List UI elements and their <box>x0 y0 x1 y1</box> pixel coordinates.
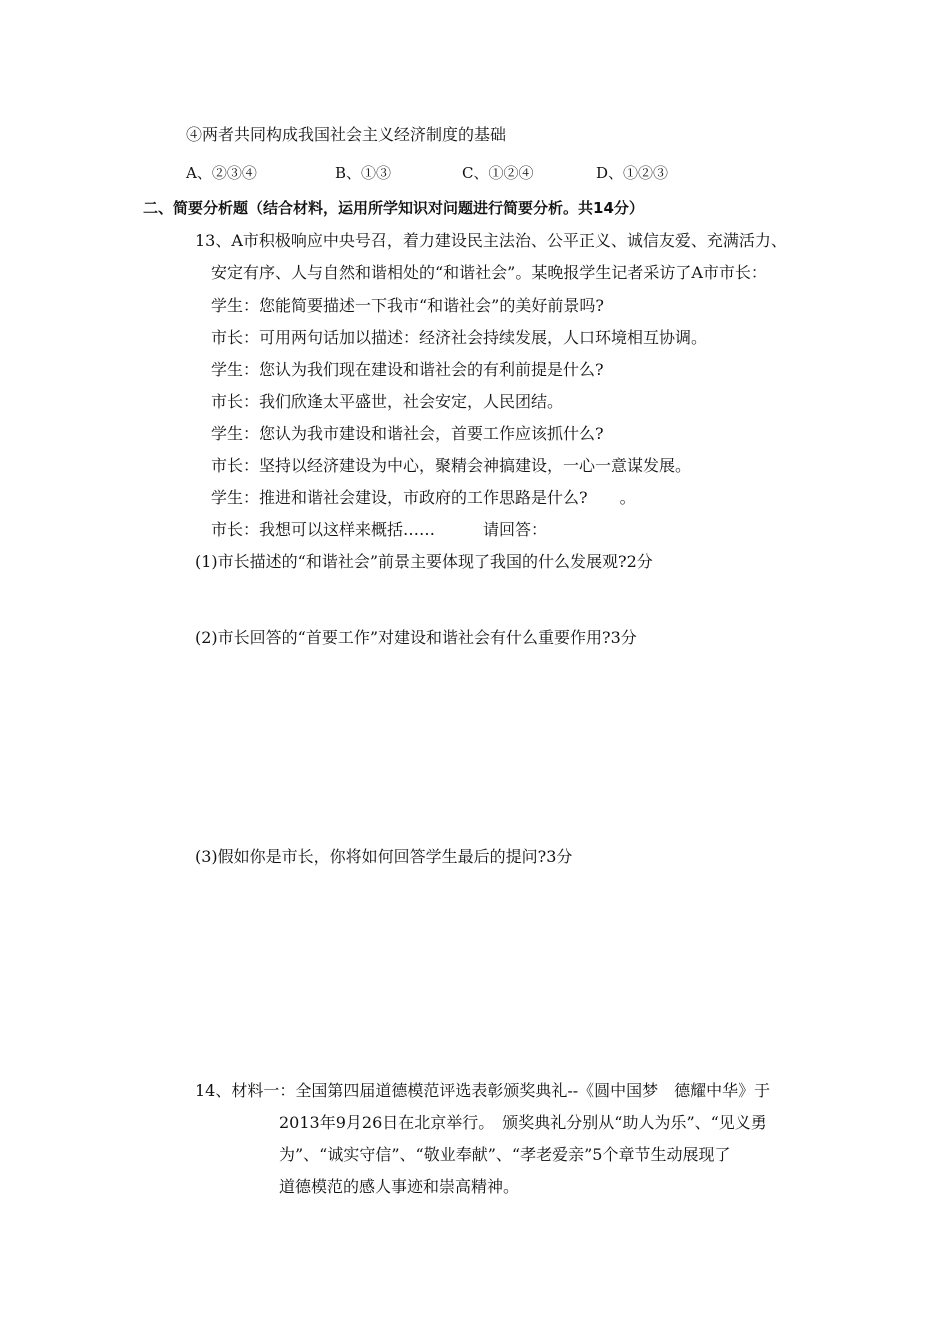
dialogue-line: 市长：我们欣逢太平盛世，社会安定，人民团结。 <box>211 392 564 411</box>
q12-option-b: B、①③ <box>335 164 392 182</box>
dialogue-line: 学生：推进和谐社会建设，市政府的工作思路是什么? 。 <box>211 488 636 507</box>
dialogue-line: 学生：您能简要描述一下我市“和谐社会”的美好前景吗? <box>211 296 604 315</box>
q12-option-c: C、①②④ <box>462 164 534 182</box>
q13-subquestion-2: (2)市长回答的“首要工作”对建设和谐社会有什么重要作用?3分 <box>195 628 637 647</box>
q12-option-a: A、②③④ <box>186 164 257 182</box>
q13-intro-line1: 13、A市积极响应中央号召，着力建设民主法治、公平正义、诚信友爱、充满活力、 <box>195 231 787 250</box>
dialogue-line: 学生：您认为我市建设和谐社会，首要工作应该抓什么? <box>211 424 604 443</box>
dialogue-line: 市长：坚持以经济建设为中心，聚精会神搞建设，一心一意谋发展。 <box>211 456 692 475</box>
q12-option-d: D、①②③ <box>596 164 669 182</box>
q13-intro-line2: 安定有序、人与自然和谐相处的“和谐社会”。某晚报学生记者采访了A市市长： <box>211 263 767 282</box>
q14-line3: 为”、“诚实守信”、“敬业奉献”、“孝老爱亲”5个章节生动展现了 <box>279 1145 731 1164</box>
dialogue-line: 市长：我想可以这样来概括…… 请回答： <box>211 520 548 539</box>
dialogue-line: 市长：可用两句话加以描述：经济社会持续发展，人口环境相互协调。 <box>211 328 708 347</box>
dialogue-line: 学生：您认为我们现在建设和谐社会的有利前提是什么? <box>211 360 604 379</box>
q14-line2: 2013年9月26日在北京举行。 颁奖典礼分别从“助人为乐”、“见义勇 <box>279 1113 767 1132</box>
q13-subquestion-1: (1)市长描述的“和谐社会”前景主要体现了我国的什么发展观?2分 <box>195 552 653 571</box>
q13-subquestion-3: (3)假如你是市长，你将如何回答学生最后的提问?3分 <box>195 847 573 866</box>
q12-item4: ④两者共同构成我国社会主义经济制度的基础 <box>186 125 507 144</box>
section-heading: 二、简要分析题（结合材料，运用所学知识对问题进行简要分析。共14分） <box>143 199 644 217</box>
q14-line4: 道德模范的感人事迹和崇高精神。 <box>279 1177 520 1196</box>
q14-line1: 14、材料一：全国第四届道德模范评选表彰颁奖典礼--《圆中国梦 德耀中华》于 <box>195 1081 771 1100</box>
